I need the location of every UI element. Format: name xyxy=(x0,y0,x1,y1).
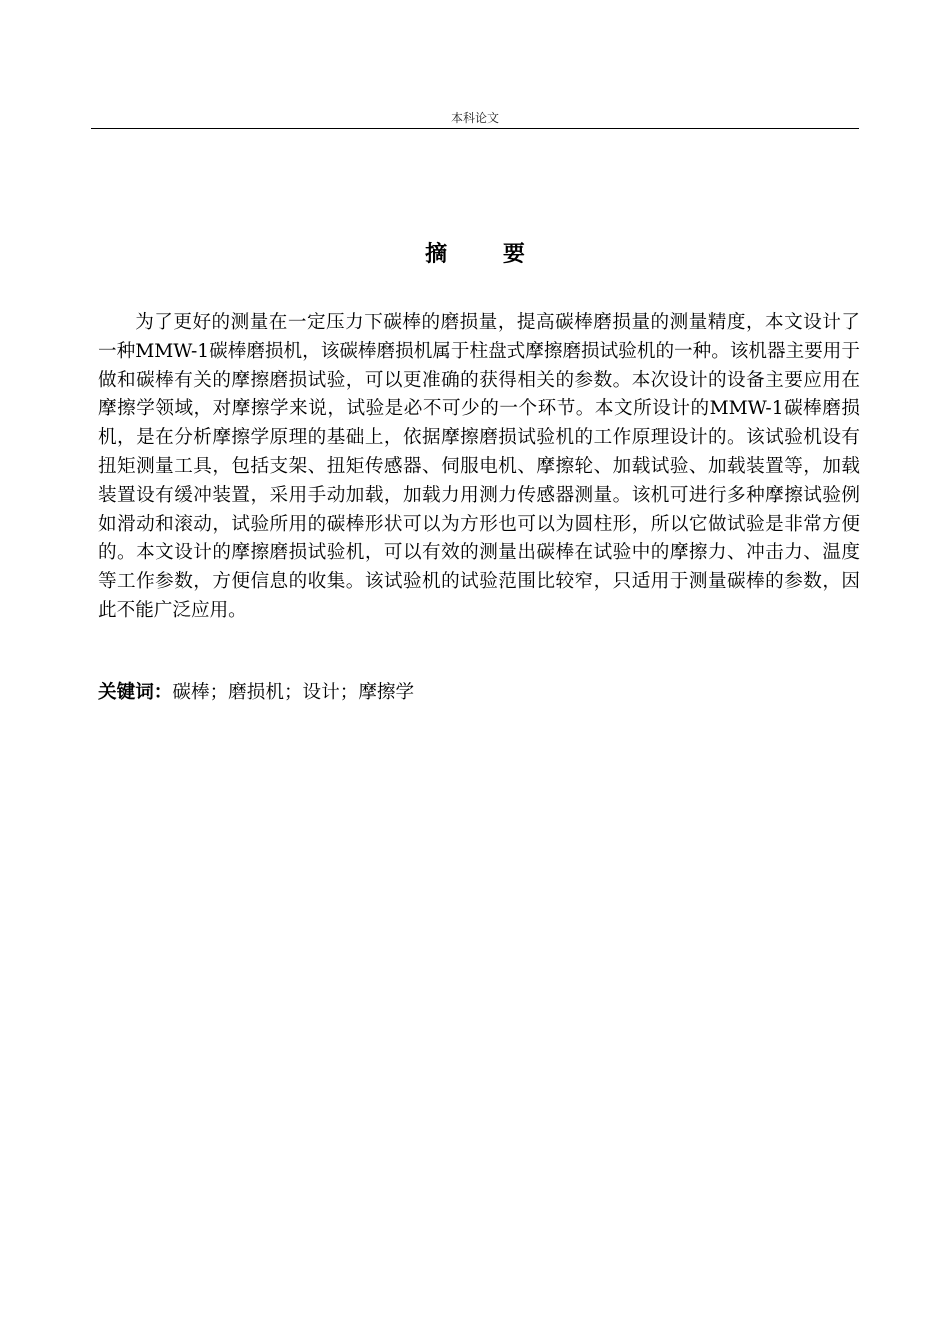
keywords-label: 关键词： xyxy=(98,682,173,703)
abstract-title: 摘 要 xyxy=(425,242,549,267)
header-rule xyxy=(91,128,859,129)
abstract-body: 为了更好的测量在一定压力下碳棒的磨损量，提高碳棒磨损量的测量精度，本文设计了一种MMW-1碳棒磨损机，该碳棒磨损机属于柱盘式摩擦磨损试验机的一种。该机器主要用于做和碳棒有关的摩擦磨损试验，可以更准确的获得相关的参数。本次设计的设备主要应用在摩擦学领域，对摩擦学来说，试验是必不可少的一个环节。本文所设计的MMW-1碳棒磨损机，是在分析摩擦学原理的基础上，依据摩擦磨损试验机的工作原理设计的。该试验机设有扭矩测量工具，包括支架、扭矩传感器、伺服电机、摩擦轮、加载试验、加载装置等，加载装置设有缓冲装置，采用手动加载，加载力用测力传感器测量。该机可进行多种摩擦试验例如滑动和滚动，试验所用的碳棒形状可以为方形也可以为圆柱形，所以它做试验是非常方便的。本文设计的摩擦磨损试验机，可以有效的测量出碳棒在试验中的摩擦力、冲击力、温度等工作参数，方便信息的收集。该试验机的试验范围比较窄，只适用于测量碳棒的参数，因此不能广泛应用。 xyxy=(98,312,860,621)
running-header: 本科论文 xyxy=(450,111,499,125)
keywords-list: 碳棒；磨损机；设计；摩擦学 xyxy=(172,682,415,703)
keywords-line xyxy=(98,679,860,707)
